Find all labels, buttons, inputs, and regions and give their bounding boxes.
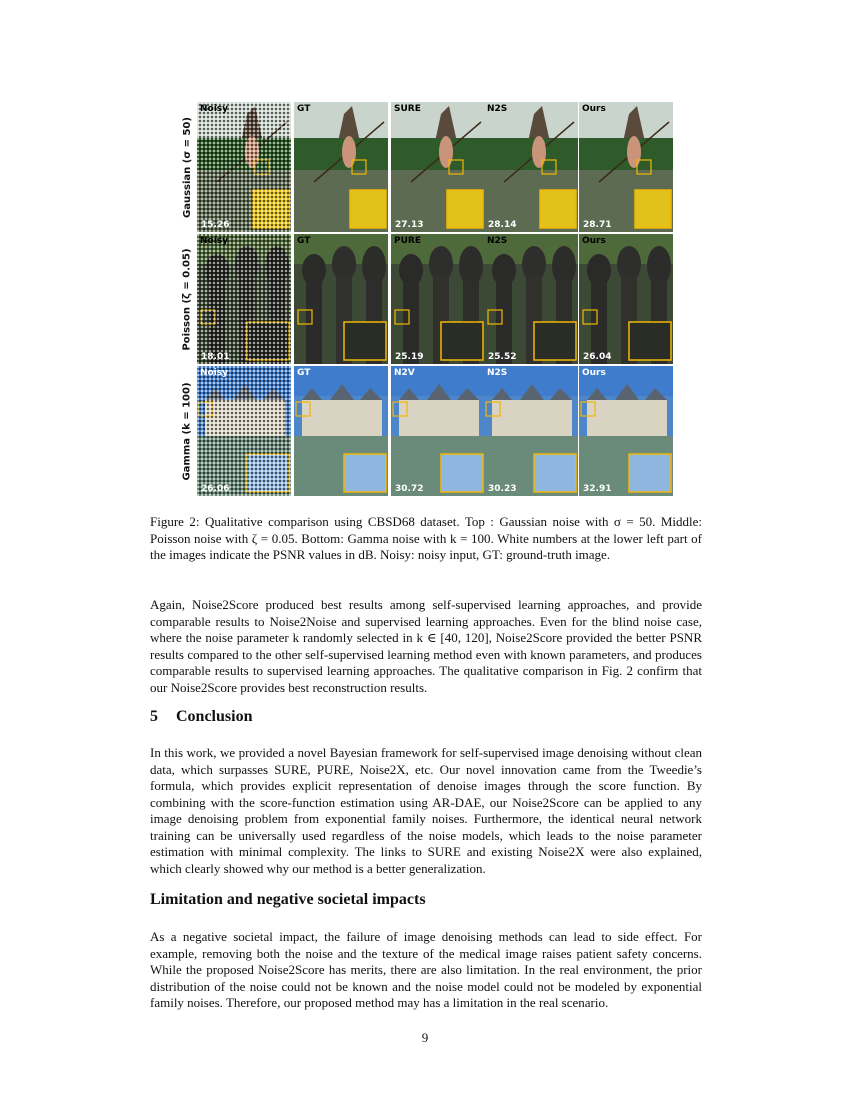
section-heading-limitation: Limitation and negative societal impacts: [150, 891, 426, 908]
paragraph-limitation: As a negative societal impact, the failure of image denoising methods can lead to side effect. For example, removing both the noise and the texture of the medical image raises patient safety concerns. While the proposed Noise2Score has merits, there are also limitation. In the real environment, the prior distribution of the noise could not be known and the noise model could not be modeled by exponential family noises. Therefore, our proposed method may has a limitation in the real scenario.: [150, 929, 702, 1010]
section-number: 5: [150, 708, 158, 725]
section-heading-conclusion: [150, 708, 252, 726]
panel-gaussian-ours: Ours 28.71: [579, 102, 673, 232]
scene-image: [579, 102, 673, 232]
section-title: Conclusion: [176, 708, 253, 725]
page-number: 9: [421, 1030, 429, 1045]
scene-image: [391, 102, 485, 232]
panel-gamma-n2s: N2S 30.23: [484, 366, 578, 496]
panel-poisson-ours: Ours 26.04: [579, 234, 673, 364]
row-label-poisson: Poisson (ζ = 0.05): [181, 247, 193, 351]
scene-image: [294, 102, 388, 232]
figure-caption: Figure 2: Qualitative comparison using CBSD68 dataset. Top : Gaussian noise with σ = 50. Middle: Poisson noise with ζ = 0.05. Bottom: Gamma noise with k = 100. White numbers at the lower left part of the images indicate the PSNR values in dB. Noisy: noisy input, GT: ground-truth image.: [150, 514, 702, 562]
row-label-gaussian: Gaussian (σ = 50): [181, 116, 193, 218]
panel-gamma-ours: Ours 32.91: [579, 366, 673, 496]
paragraph-conclusion: In this work, we provided a novel Bayesian framework for self-supervised image denoising without clean data, which surpasses SURE, PURE, Noise2X, etc. Our novel innovation came from the Tweedie’s formula, which provides explicit representation of denoise images through the score function. By combining with the score-function estimation using AR-DAE, our Noise2Score can be applied to any image denoising problem from exponential family noises. Furthermore, the identical neural network training can be universally used regardless of the noise models, which leads to the noise parameter estimation with minimal complexity. The links to SURE and existing Noise2X were also explained, which clearly showed why our method is a better generalization.: [150, 745, 702, 876]
scene-image: [579, 366, 673, 496]
scene-image: [197, 234, 291, 364]
panel-poisson-n2s: N2S 25.52: [484, 234, 578, 364]
panel-gaussian-noisy: Noisy 15.26: [197, 102, 291, 232]
panel-gamma-gt: GT: [294, 366, 388, 496]
scene-image: [484, 366, 578, 496]
panel-poisson-noisy: Noisy 18.01: [197, 234, 291, 364]
scene-image: [391, 366, 485, 496]
scene-image: [197, 102, 291, 232]
panel-gamma-n2v: N2V 30.72: [391, 366, 485, 496]
scene-image: [484, 234, 578, 364]
scene-image: [484, 102, 578, 232]
panel-poisson-gt: GT: [294, 234, 388, 364]
panel-gaussian-sure: SURE 27.13: [391, 102, 485, 232]
scene-image: [579, 234, 673, 364]
row-label-gamma: Gamma (k = 100): [181, 381, 193, 481]
figure-2: [178, 100, 674, 500]
panel-poisson-pure: PURE 25.19: [391, 234, 485, 364]
panel-gaussian-gt: GT: [294, 102, 388, 232]
scene-image: [294, 234, 388, 364]
panel-gamma-noisy: Noisy 26.06: [197, 366, 291, 496]
scene-image: [391, 234, 485, 364]
paragraph-results: Again, Noise2Score produced best results among self-supervised learning approaches, and provide comparable results to Noise2Noise and supervised learning approaches. Even for the blind noise case, where the noise parameter k randomly selected in k ∈ [40, 120], Noise2Score provided the better PSNR results compared to the other self-supervised learning method even with known parameters, and produces comparable results to supervised learning approaches. The qualitative comparison in Fig. 2 confirm that our Noise2Score provides best reconstruction results.: [150, 597, 702, 695]
scene-image: [294, 366, 388, 496]
scene-image: [197, 366, 291, 496]
panel-gaussian-n2s: N2S 28.14: [484, 102, 578, 232]
